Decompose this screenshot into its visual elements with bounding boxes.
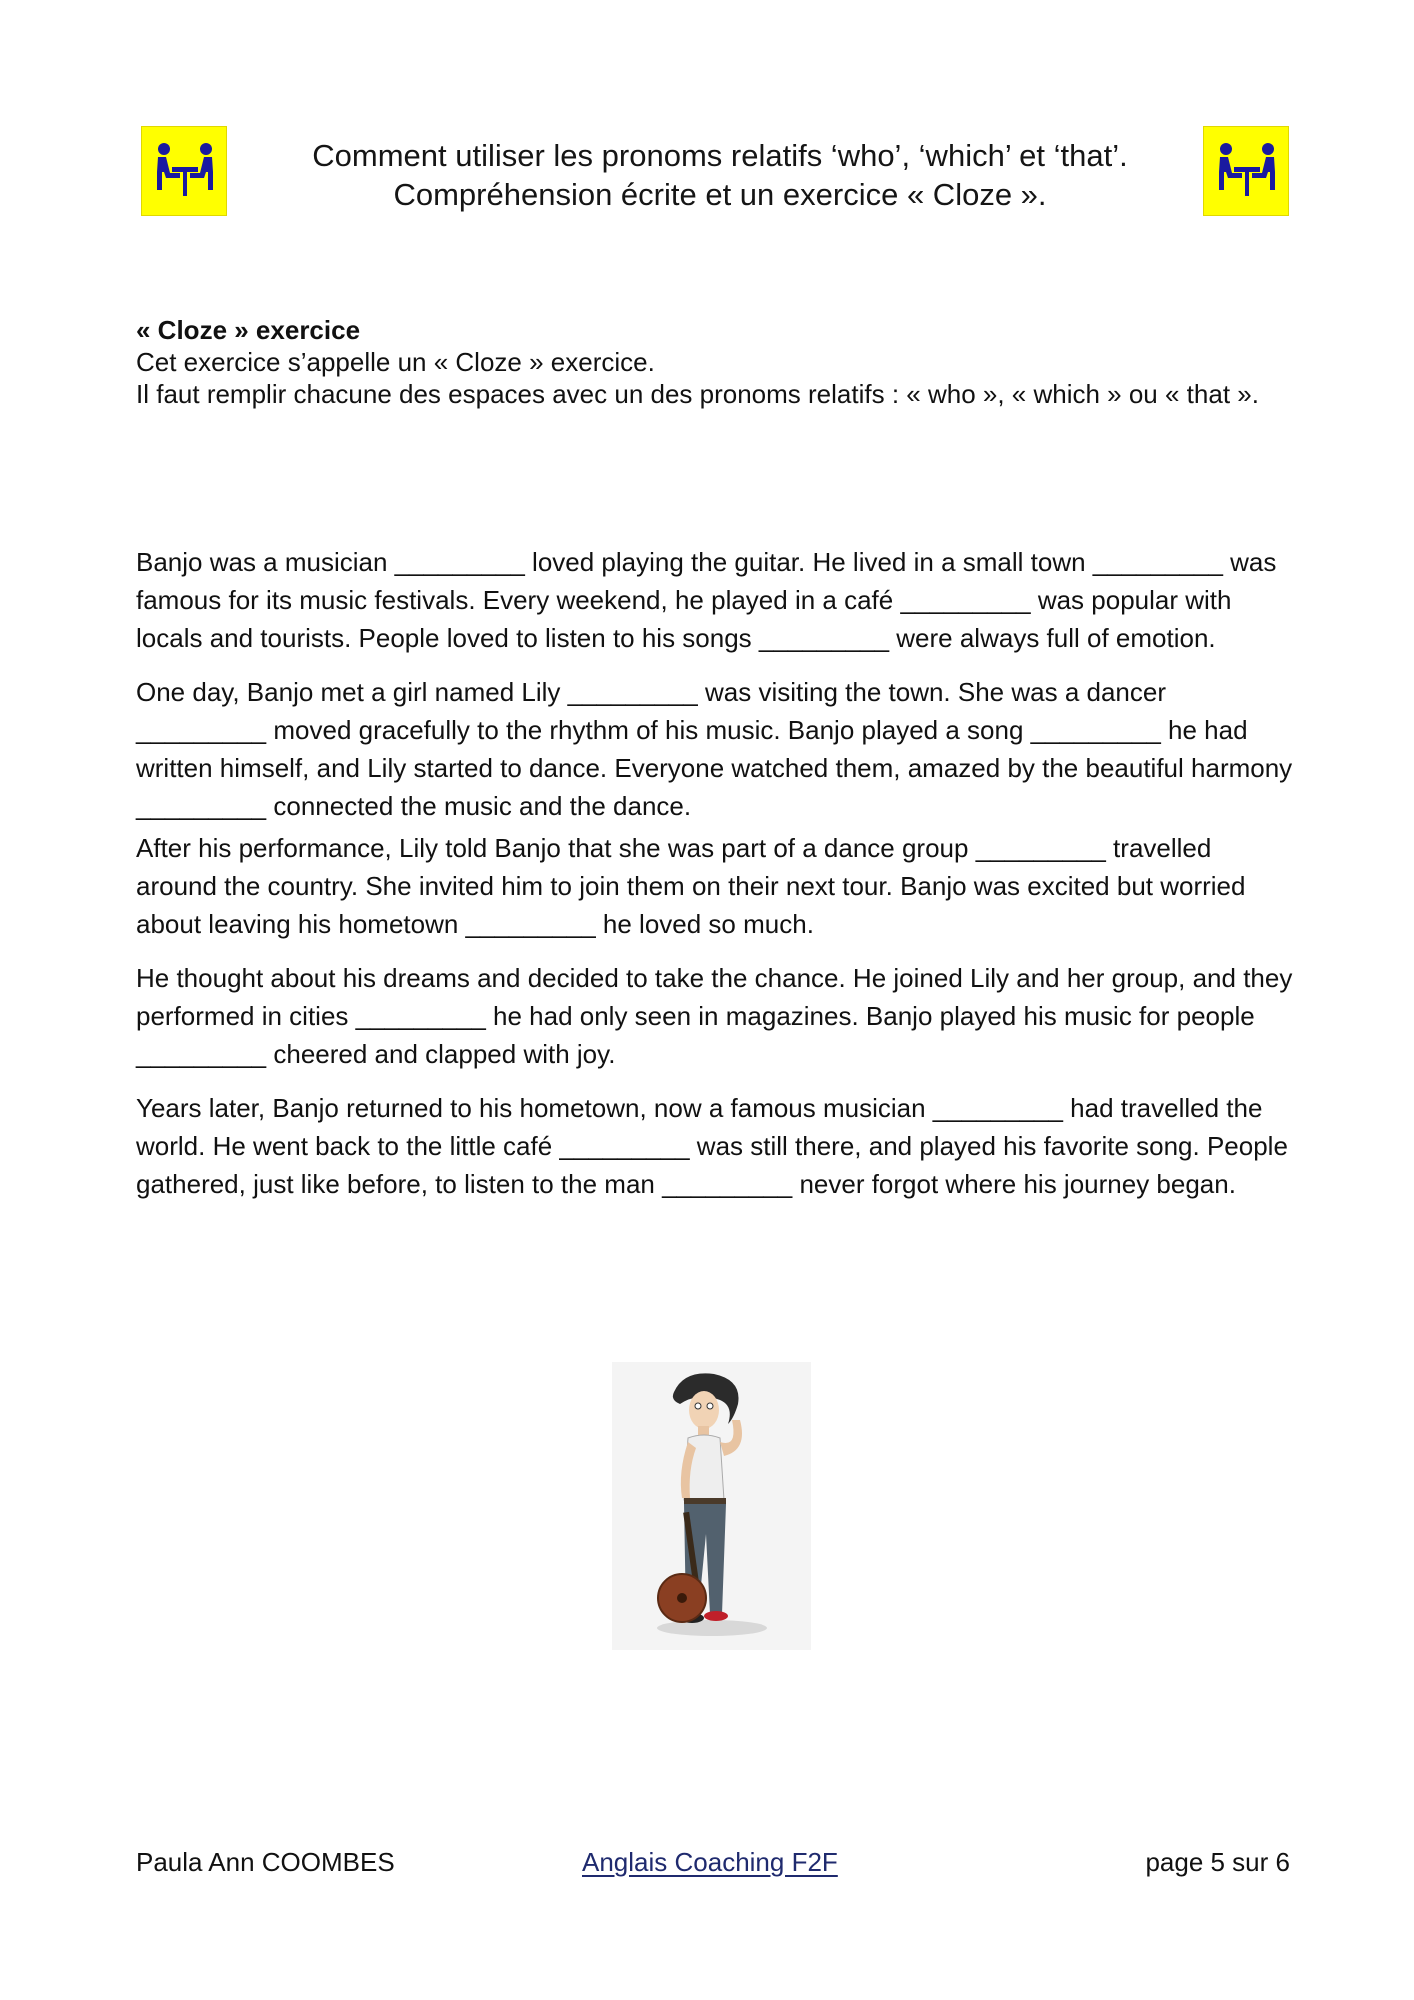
page-number: page 5 sur 6: [1145, 1847, 1290, 1877]
logo-right: [1203, 126, 1289, 216]
people-at-table-icon: [1204, 127, 1290, 217]
story-paragraph: One day, Banjo met a girl named Lily _________ was visiting the town. She was a dancer _________ moved gracefully to the rhythm of his music. Banjo played a song _________ he had written himself, and Lily started to dance. Everyone watched them, amazed by the beautiful harmony _________ connected the music and the dance.: [136, 677, 1293, 821]
footer-author: Paula Ann COOMBES: [136, 1847, 395, 1877]
instruction-line-2: Il faut remplir chacune des espaces avec un des pronoms relatifs : « who », « which » ou « that ».: [136, 379, 1259, 409]
story-paragraph: Banjo was a musician _________ loved playing the guitar. He lived in a small town _________ was famous for its music festivals. Every weekend, he played in a café _________ was popular with locals and tourists. People loved to listen to his songs _________ were always full of emotion.: [136, 547, 1277, 653]
musician-illustration: [612, 1362, 811, 1650]
story-paragraph: After his performance, Lily told Banjo that she was part of a dance group _________ travelled around the country. She invited him to join them on their next tour. Banjo was excited but worried about leaving his hometown _________ he loved so much.: [136, 833, 1246, 939]
story-paragraph: Years later, Banjo returned to his hometown, now a famous musician _________ had travelled the world. He went back to the little café _________ was still there, and played his favorite song. People gathered, just like before, to listen to the man _________ never forgot where his journey began.: [136, 1093, 1288, 1199]
exercise-heading: « Cloze » exercice: [136, 315, 361, 345]
instruction-line-1: Cet exercice s’appelle un « Cloze » exercice.: [136, 347, 655, 377]
musician-with-banjo-illustration: [612, 1362, 811, 1650]
story-paragraph: He thought about his dreams and decided to take the chance. He joined Lily and her group, and they performed in cities _________ he had only seen in magazines. Banjo played his music for people _________ cheered and clapped with joy.: [136, 963, 1293, 1069]
logo-left: [141, 126, 227, 216]
title-line-2: Compréhension écrite et un exercice « Cloze ».: [393, 177, 1047, 212]
footer-link[interactable]: Anglais Coaching F2F: [582, 1847, 838, 1877]
people-at-table-icon: [142, 127, 228, 217]
title-line-1: Comment utiliser les pronoms relatifs ‘who’, ‘which’ et ‘that’.: [312, 138, 1128, 173]
instructions: [136, 314, 1286, 410]
page-footer: [136, 1842, 1290, 1882]
page-title: [250, 136, 1190, 214]
cloze-story: [136, 543, 1296, 1219]
